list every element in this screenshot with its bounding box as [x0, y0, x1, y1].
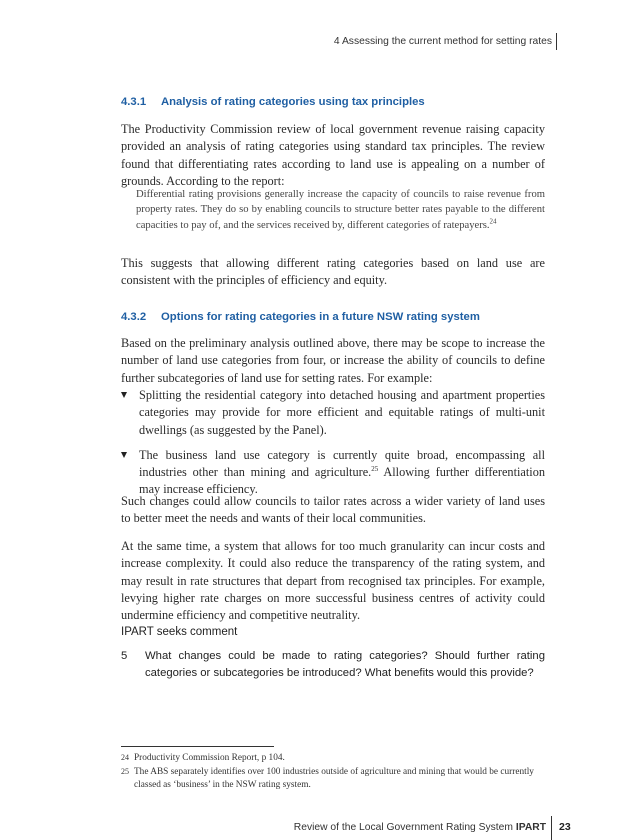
list-item-text: Splitting the residential category into detached housing and apartment properties categories may provide for more efficient and equitable ratings of multi-unit dwellings (as suggested by the Panel). — [139, 388, 545, 437]
footnote-divider — [121, 746, 274, 747]
paragraph: This suggests that allowing different rating categories based on land use are consistent with the principles of efficiency and equity. — [121, 256, 545, 288]
list-item-text: The business land use category is currently quite broad, encompassing all industries other than mining and agriculture. — [139, 447, 545, 480]
list-item-text: Allowing further differentiation may increase efficiency. — [139, 465, 545, 497]
page-number: 23 — [559, 821, 571, 833]
footnote — [121, 752, 545, 765]
footnote — [121, 766, 545, 791]
footnote-text: The ABS separately identifies over 100 industries outside of agriculture and mining that would be currently classed as ‘business’ in the NSW rating system. — [134, 767, 534, 790]
question-text: What changes could be made to rating categories? Should further rating categories or subcategories be introduced? What benefits would this provide? — [145, 650, 545, 679]
footer-title: Review of the Local Government Rating System — [293, 822, 513, 833]
footnote-ref: 24 — [489, 217, 497, 226]
quote-text: Differential rating provisions generally increase the capacity of councils to raise revenue from property rates. They do so by enabling councils to structure better rates payable to the different capacities to pay of, and the services received by, different categories of ratepayers. — [136, 189, 545, 231]
section-title: Options for rating categories in a future NSW rating system — [161, 311, 480, 323]
list-item — [121, 387, 545, 439]
paragraph: Based on the preliminary analysis outlined above, there may be scope to increase the number of land use categories from four, or increase the ability of councils to define further subcategories of land use for setting rates. For example: — [121, 336, 545, 385]
section-number: 4.3.1 — [121, 96, 147, 108]
section-number: 4.3.2 — [121, 311, 147, 323]
footnote-ref: 25 — [371, 465, 379, 474]
footnote-text: Productivity Commission Report, p 104. — [134, 753, 285, 763]
footer-divider — [551, 816, 552, 840]
header-divider — [556, 33, 557, 50]
comment-label: IPART seeks comment — [121, 626, 238, 638]
section-heading-4-3-1 — [121, 96, 425, 108]
page-footer — [294, 822, 546, 833]
paragraph: The Productivity Commission review of local government revenue raising capacity provided an analysis of rating categories using standard tax principles. The review found that differentiating rates according to land use is appealing on a number of grounds. According to the report: — [121, 122, 545, 188]
bullet-list — [121, 387, 545, 507]
paragraph: Such changes could allow councils to tailor rates across a wider variety of land uses to better meet the needs and wants of their local communities. — [121, 494, 545, 526]
section-title: Analysis of rating categories using tax principles — [161, 96, 425, 108]
footer-brand: IPART — [515, 822, 546, 833]
bullet-triangle-icon — [121, 452, 127, 458]
comment-question — [121, 648, 545, 682]
bullet-triangle-icon — [121, 392, 127, 398]
list-item — [121, 447, 545, 499]
question-number: 5 — [121, 650, 128, 662]
footnote-number: 24 — [121, 753, 129, 762]
paragraph: At the same time, a system that allows for too much granularity can incur costs and increase complexity. It could also reduce the transparency of the rating system, and may result in rate structures that depart from recognised tax principles. For example, levying higher rate charges on more successful business centres of activity could undermine efficiency and competitive neutrality. — [121, 539, 545, 623]
running-header: 4 Assessing the current method for setting rates — [333, 36, 552, 47]
block-quote — [136, 187, 545, 233]
footnote-number: 25 — [121, 767, 129, 776]
section-heading-4-3-2 — [121, 311, 480, 323]
